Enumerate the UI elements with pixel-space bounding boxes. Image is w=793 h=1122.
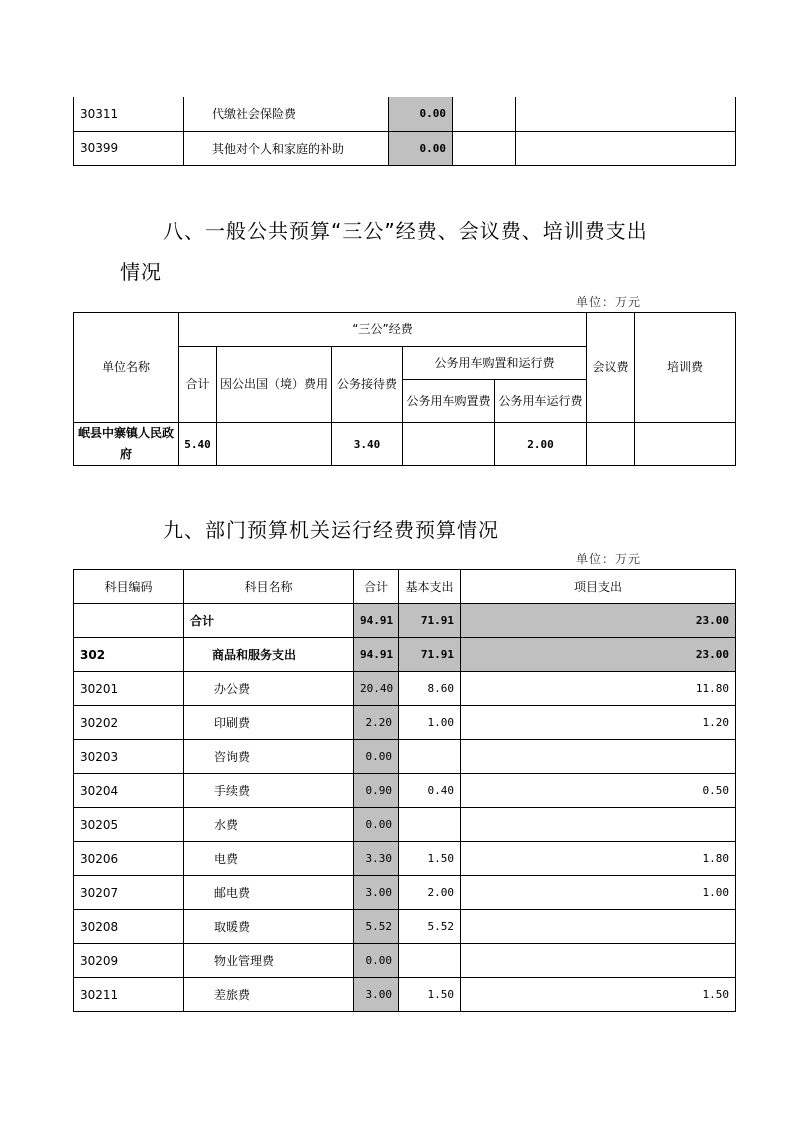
header-sangong: “三公”经费: [179, 313, 587, 347]
project-cell: 0.50: [461, 774, 736, 808]
project-cell: 1.00: [461, 876, 736, 910]
code-cell: 30207: [74, 876, 184, 910]
table-row: [74, 423, 736, 466]
table-row: [74, 604, 736, 638]
basic-cell: [399, 944, 461, 978]
project-cell: [461, 944, 736, 978]
header-total: 合计: [354, 570, 399, 604]
code-cell: 30203: [74, 740, 184, 774]
basic-cell: 0.40: [399, 774, 461, 808]
project-cell: [461, 808, 736, 842]
unit-name-cell: 岷县中寨镇人民政府: [74, 423, 179, 466]
total-cell: 94.91: [354, 638, 399, 672]
table-row: [74, 978, 736, 1012]
code-cell: 302: [74, 638, 184, 672]
name-cell: 办公费: [184, 672, 354, 706]
basic-cell: 8.60: [399, 672, 461, 706]
empty-cell: [453, 131, 516, 165]
header-code: 科目编码: [74, 570, 184, 604]
total-cell: 94.91: [354, 604, 399, 638]
code-cell: 30211: [74, 978, 184, 1012]
unit-label: 单位：万元: [576, 552, 642, 566]
empty-cell: [516, 97, 736, 131]
total-cell: 5.52: [354, 910, 399, 944]
basic-cell: [399, 740, 461, 774]
basic-cell: 5.52: [399, 910, 461, 944]
name-cell: 代缴社会保险费: [184, 97, 389, 131]
operating-expense-table: [73, 569, 736, 1012]
name-cell: 印刷费: [184, 706, 354, 740]
code-cell: 30204: [74, 774, 184, 808]
section8-title: 八、一般公共预算“三公”经费、会议费、培训费支出: [163, 219, 648, 243]
name-cell: 其他对个人和家庭的补助: [184, 131, 389, 165]
name-cell: 物业管理费: [184, 944, 354, 978]
basic-cell: 1.50: [399, 842, 461, 876]
project-cell: 23.00: [461, 638, 736, 672]
vehicle-buy-cell: [403, 423, 495, 466]
total-cell: 5.40: [179, 423, 217, 466]
header-basic: 基本支出: [399, 570, 461, 604]
total-cell: 0.90: [354, 774, 399, 808]
meeting-cell: [587, 423, 635, 466]
table-row: [74, 131, 736, 165]
sangong-table: [73, 312, 736, 466]
header-name: 科目名称: [184, 570, 354, 604]
project-cell: 1.20: [461, 706, 736, 740]
project-cell: 23.00: [461, 604, 736, 638]
table-row: [74, 706, 736, 740]
project-cell: 11.80: [461, 672, 736, 706]
project-cell: 1.50: [461, 978, 736, 1012]
name-cell: 邮电费: [184, 876, 354, 910]
empty-cell: [453, 97, 516, 131]
name-cell: 取暖费: [184, 910, 354, 944]
header-total: 合计: [179, 347, 217, 423]
header-vehicle: 公务用车购置和运行费: [403, 347, 587, 380]
empty-cell: [516, 131, 736, 165]
table-row: [74, 740, 736, 774]
total-cell: 0.00: [354, 808, 399, 842]
basic-cell: 71.91: [399, 638, 461, 672]
vehicle-run-cell: 2.00: [495, 423, 587, 466]
basic-cell: [399, 808, 461, 842]
basic-cell: 2.00: [399, 876, 461, 910]
code-cell: [74, 604, 184, 638]
basic-cell: 71.91: [399, 604, 461, 638]
code-cell: 30209: [74, 944, 184, 978]
header-row: [74, 570, 736, 604]
name-cell: 手续费: [184, 774, 354, 808]
total-cell: 0.00: [354, 944, 399, 978]
name-cell: 合计: [184, 604, 354, 638]
header-abroad: 因公出国（境）费用: [217, 347, 332, 423]
table-row: [74, 910, 736, 944]
basic-cell: 1.00: [399, 706, 461, 740]
header-reception: 公务接待费: [332, 347, 403, 423]
name-cell: 差旅费: [184, 978, 354, 1012]
reception-cell: 3.40: [332, 423, 403, 466]
unit-label: 单位：万元: [576, 295, 642, 309]
header-vehicle-run: 公务用车运行费: [495, 380, 587, 423]
code-cell: 30208: [74, 910, 184, 944]
total-cell: 3.00: [354, 876, 399, 910]
total-cell: 0.00: [354, 740, 399, 774]
section9-title: 九、部门预算机关运行经费预算情况: [163, 518, 499, 542]
basic-cell: 1.50: [399, 978, 461, 1012]
code-cell: 30205: [74, 808, 184, 842]
section8-title-cont: 情况: [120, 260, 162, 284]
project-cell: 1.80: [461, 842, 736, 876]
header-meeting: 会议费: [587, 313, 635, 423]
table-row: [74, 97, 736, 131]
code-cell: 30201: [74, 672, 184, 706]
table-row: [74, 808, 736, 842]
training-cell: [635, 423, 736, 466]
name-cell: 电费: [184, 842, 354, 876]
project-cell: [461, 740, 736, 774]
table-row: [74, 638, 736, 672]
code-cell: 30399: [74, 131, 184, 165]
code-cell: 30206: [74, 842, 184, 876]
code-cell: 30202: [74, 706, 184, 740]
name-cell: 水费: [184, 808, 354, 842]
header-project: 项目支出: [461, 570, 736, 604]
total-cell: 3.00: [354, 978, 399, 1012]
previous-table-continuation: [73, 97, 736, 166]
abroad-cell: [217, 423, 332, 466]
total-cell: 2.20: [354, 706, 399, 740]
table-row: [74, 944, 736, 978]
table-row: [74, 842, 736, 876]
total-cell: 0.00: [389, 97, 453, 131]
header-training: 培训费: [635, 313, 736, 423]
header-unit-name: 单位名称: [74, 313, 179, 423]
table-row: [74, 876, 736, 910]
total-cell: 0.00: [389, 131, 453, 165]
project-cell: [461, 910, 736, 944]
name-cell: 商品和服务支出: [184, 638, 354, 672]
header-vehicle-buy: 公务用车购置费: [403, 380, 495, 423]
total-cell: 20.40: [354, 672, 399, 706]
code-cell: 30311: [74, 97, 184, 131]
table-row: [74, 774, 736, 808]
name-cell: 咨询费: [184, 740, 354, 774]
total-cell: 3.30: [354, 842, 399, 876]
table-row: [74, 672, 736, 706]
